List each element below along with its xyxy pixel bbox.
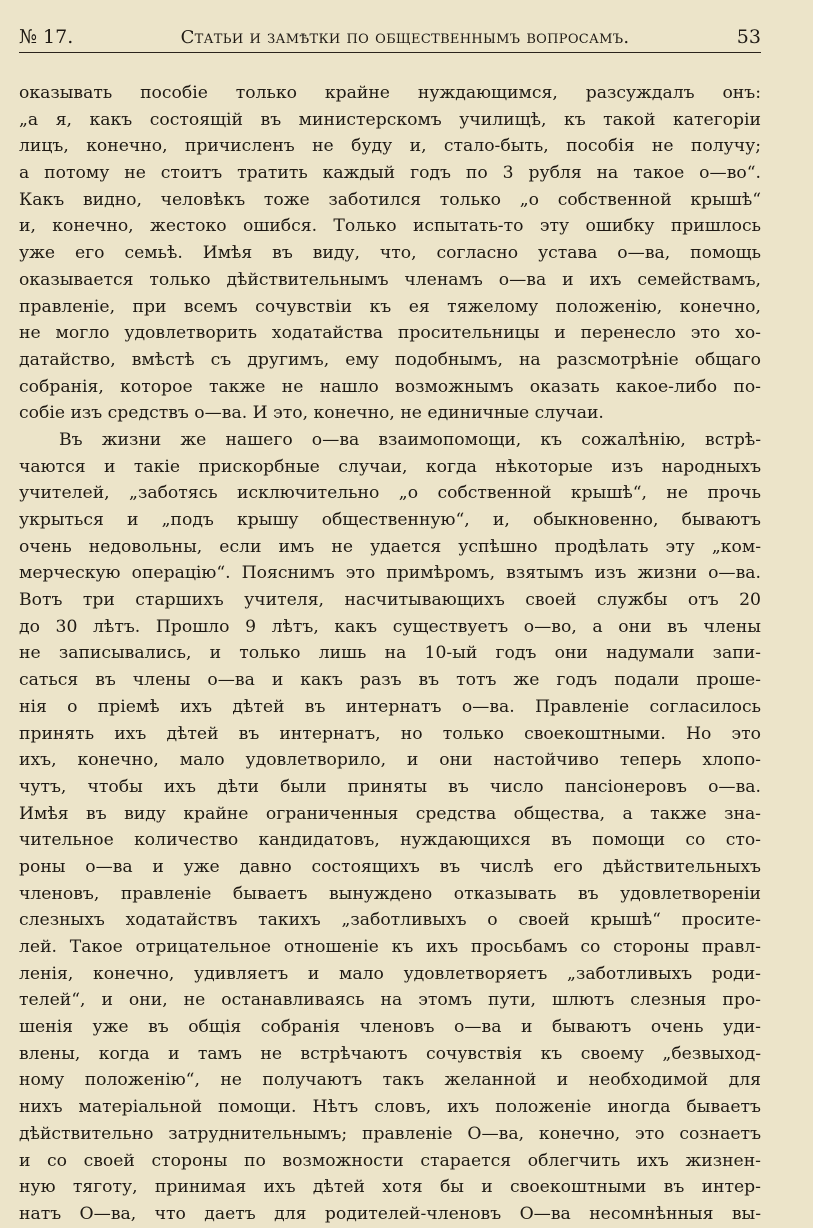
text-line: ихъ, конечно, мало удовлетворило, и они настойчиво теперь хлопо- — [19, 750, 761, 771]
text-line: датайство, вмѣстѣ съ другимъ, ему подобнымъ, на разсмотрѣніе общаго — [19, 349, 761, 370]
text-line: чутъ, чтобы ихъ дѣти были приняты въ число пансіонеровъ о—ва. — [19, 776, 761, 797]
text-line: слезныхъ ходатайствъ такихъ „заботливыхъ о своей крышѣ“ просите- — [19, 910, 761, 931]
text-line: учителей, „заботясь исключительно „о собственной крышѣ“, не прочь — [19, 483, 761, 504]
text-line: мерческую операцію“. Пояснимъ это примѣромъ, взятымъ изъ жизни о—ва. — [19, 563, 761, 584]
text-line: нихъ матеріальной помощи. Нѣтъ словъ, ихъ положеніе иногда бываетъ — [19, 1097, 761, 1118]
text-line: уже его семьѣ. Имѣя въ виду, что, согласно устава о—ва, помощь — [19, 243, 761, 264]
text-line: роны о—ва и уже давно состоящихъ въ числѣ его дѣйствительныхъ — [19, 856, 761, 877]
text-line: ленія, конечно, удивляетъ и мало удовлетворяетъ „заботливыхъ роди- — [19, 963, 761, 984]
text-line: шенія уже въ общія собранія членовъ о—ва и бываютъ очень уди- — [19, 1017, 761, 1038]
text-line: Вотъ три старшихъ учителя, насчитывающихъ своей службы отъ 20 — [19, 590, 761, 611]
issue-number: № 17. — [19, 26, 74, 48]
text-line: ную тяготу, принимая ихъ дѣтей хотя бы и своекоштными въ интер- — [19, 1177, 761, 1198]
text-line: чительное количество кандидатовъ, нуждающихся въ помощи со сто- — [19, 830, 761, 851]
text-line: Въ жизни же нашего о—ва взаимопомощи, къ сожалѣнію, встрѣ- — [59, 429, 761, 450]
text-line: Какъ видно, человѣкъ тоже заботился только „о собственной крышѣ“ — [19, 189, 761, 210]
text-line: и со своей стороны по возможности старается облегчить ихъ жизнен- — [19, 1150, 761, 1171]
text-line: не могло удовлетворить ходатайства просительницы и перенесло это хо- — [19, 323, 761, 344]
text-line: „а я, какъ состоящій въ министерскомъ училищѣ, къ такой категоріи — [19, 109, 761, 130]
text-line: нія о пріемѣ ихъ дѣтей въ интернатъ о—ва. Правленіе согласилось — [19, 696, 761, 717]
text-line: лей. Такое отрицательное отношеніе къ ихъ просьбамъ со стороны правл- — [19, 937, 761, 957]
text-line: натъ О—ва, что даетъ для родителей-членовъ О—ва несомнѣнныя вы- — [19, 1203, 761, 1224]
text-line: очень недовольны, если имъ не удается успѣшно продѣлать эту „ком- — [19, 536, 761, 557]
text-line: не записывались, и только лишь на 10-ый годъ они надумали запи- — [19, 643, 761, 664]
text-line: оказывать пособіе только крайне нуждающимся, разсуждалъ онъ: — [19, 83, 761, 103]
page-number: 53 — [736, 26, 761, 48]
text-line: дѣйствительно затруднительнымъ; правленіе О—ва, конечно, это сознаетъ — [19, 1123, 761, 1144]
running-title: Статьи и замѣтки по общественнымъ вопросамъ. — [180, 27, 630, 48]
text-line: ному положенію“, не получаютъ такъ желанной и необходимой для — [19, 1070, 761, 1091]
text-line: до 30 лѣтъ. Прошло 9 лѣтъ, какъ существуетъ о—во, а они въ члены — [19, 616, 761, 637]
text-line: укрыться и „подъ крышу общественную“, и, обыкновенно, бываютъ — [19, 510, 761, 530]
text-line: собіе изъ средствъ о—ва. И это, конечно, не единичные случаи. — [19, 403, 604, 424]
text-line: принять ихъ дѣтей въ интернатъ, но только своекоштными. Но это — [19, 723, 761, 744]
text-line: телей“, и они, не останавливаясь на этомъ пути, шлютъ слезныя про- — [19, 990, 761, 1011]
page-header — [19, 22, 761, 53]
text-line: а потому не стоитъ тратить каждый годъ по 3 рубля на такое о—во“. — [19, 163, 761, 184]
body-text — [19, 80, 761, 1228]
text-line: членовъ, правленіе бываетъ вынуждено отказывать въ удовлетвореніи — [19, 883, 761, 904]
text-line: влены, когда и тамъ не встрѣчаютъ сочувствія къ своему „безвыход- — [19, 1043, 761, 1064]
text-line: правленіе, при всемъ сочувствіи къ ея тяжелому положенію, конечно, — [19, 296, 761, 317]
text-line: саться въ члены о—ва и какъ разъ въ тотъ же годъ подали проше- — [19, 670, 761, 691]
text-line: оказывается только дѣйствительнымъ членамъ о—ва и ихъ семействамъ, — [19, 269, 761, 290]
text-line: чаются и такіе прискорбные случаи, когда нѣкоторые изъ народныхъ — [19, 456, 761, 477]
text-line: лицъ, конечно, причисленъ не буду и, стало-быть, пособія не получу; — [19, 136, 761, 157]
text-line: собранія, которое также не нашло возможнымъ оказать какое-либо по- — [19, 376, 761, 397]
text-line: Имѣя въ виду крайне ограниченныя средства общества, а также зна- — [19, 803, 761, 824]
text-line: и, конечно, жестоко ошибся. Только испытать-то эту ошибку пришлось — [19, 216, 761, 237]
